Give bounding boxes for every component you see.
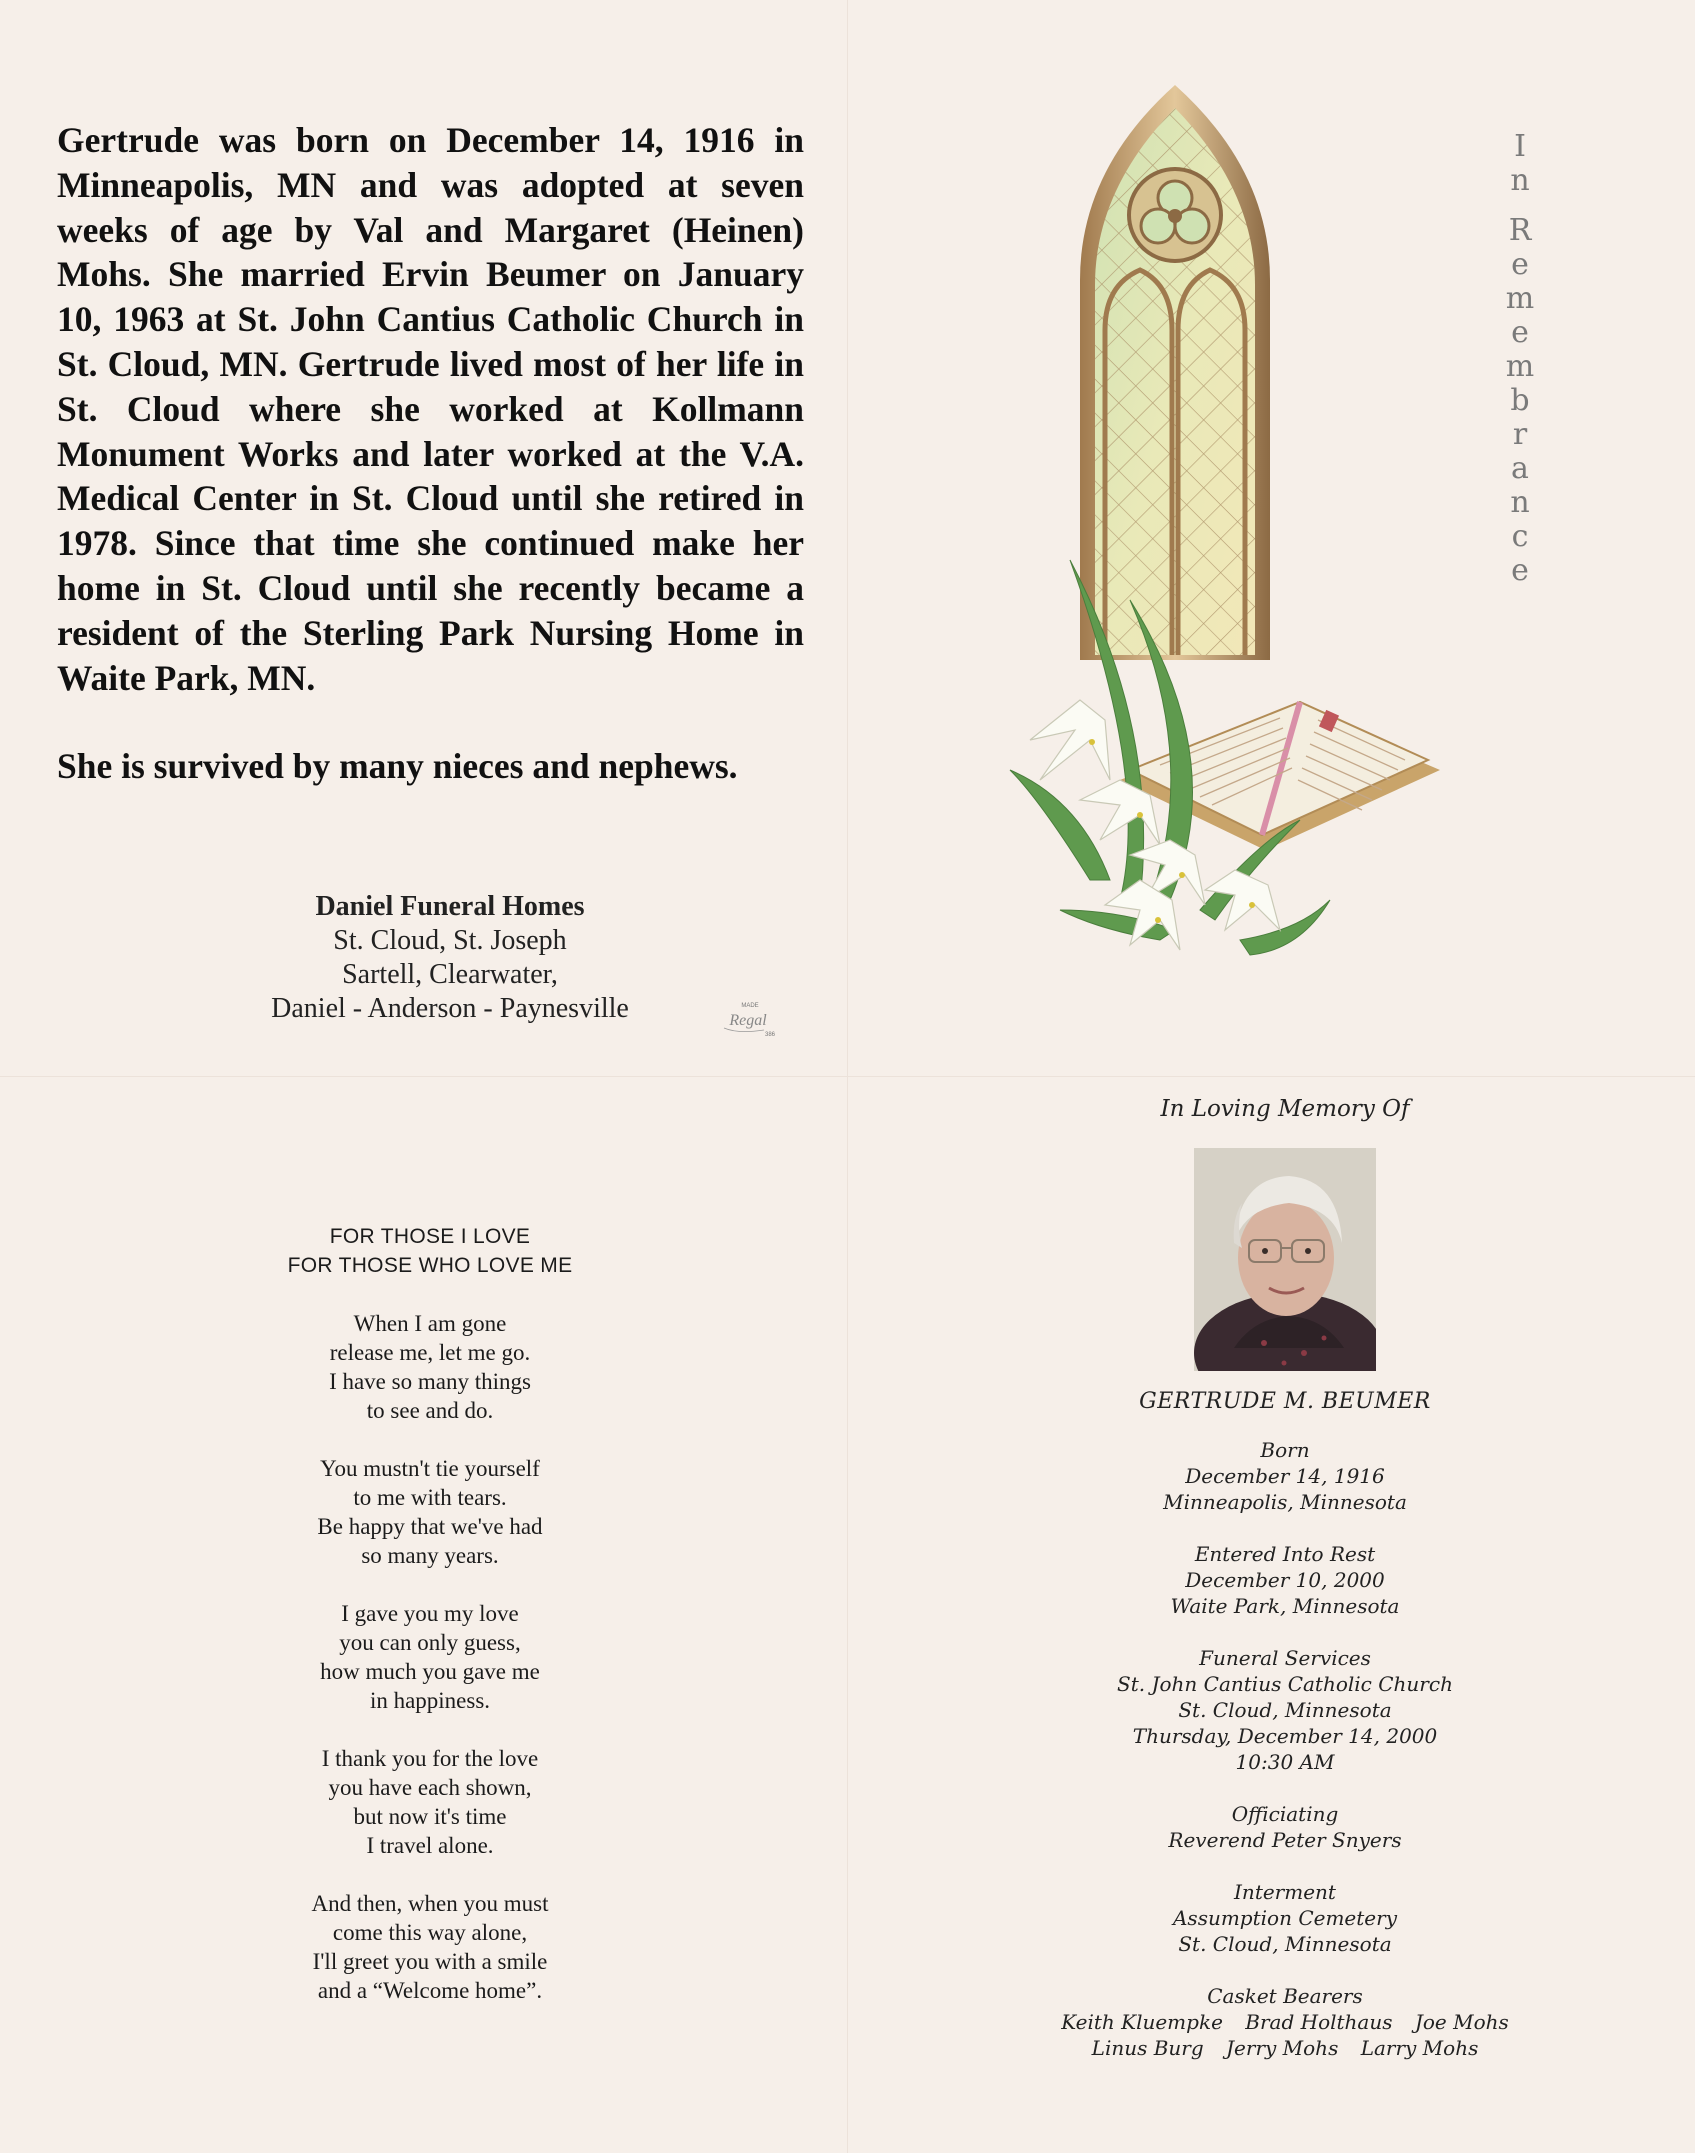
poem-line: but now it's time <box>353 1804 507 1829</box>
poem-title-line: FOR THOSE I LOVE <box>329 1225 531 1248</box>
church-window-illustration <box>1000 80 1470 980</box>
title-letter: e <box>1511 315 1529 350</box>
section-label: Born <box>1260 1438 1310 1462</box>
funeral-home-name: Daniel Funeral Homes <box>315 891 585 922</box>
title-letter: R <box>1508 213 1532 248</box>
poem-title <box>180 1222 680 1280</box>
section-line: Waite Park, Minnesota <box>1170 1594 1400 1618</box>
funeral-home-line: St. Cloud, St. Joseph <box>333 925 567 956</box>
poem-stanza <box>180 1599 680 1715</box>
interment-section <box>960 1879 1610 1957</box>
bearer-name: Larry Mohs <box>1360 2036 1479 2060</box>
section-line: Minneapolis, Minnesota <box>1163 1490 1407 1514</box>
poem-stanza <box>180 1454 680 1570</box>
section-line: December 14, 1916 <box>1185 1464 1385 1488</box>
horizontal-fold-line <box>0 1076 1695 1077</box>
officiating-section <box>960 1801 1610 1853</box>
section-line: December 10, 2000 <box>1185 1568 1385 1592</box>
section-label: Interment <box>1234 1880 1336 1904</box>
title-letter: I <box>1514 129 1526 164</box>
bearers-row <box>960 2009 1610 2035</box>
poem-stanza <box>180 1889 680 2005</box>
funeral-home-line: Sartell, Clearwater, <box>342 959 558 990</box>
section-line: St. Cloud, Minnesota <box>1178 1932 1392 1956</box>
section-line: Thursday, December 14, 2000 <box>1132 1724 1438 1748</box>
poem-line: I'll greet you with a smile <box>312 1949 548 1974</box>
funeral-home-line: Daniel - Anderson - Paynesville <box>271 993 629 1024</box>
poem-line: in happiness. <box>369 1688 491 1713</box>
title-letter: m <box>1505 281 1535 316</box>
poem-line: I travel alone. <box>366 1833 494 1858</box>
title-letter: a <box>1511 451 1529 486</box>
poem-line: how much you gave me <box>320 1659 540 1684</box>
section-label: Officiating <box>1231 1802 1339 1826</box>
svg-text:MADE: MADE <box>741 1003 759 1009</box>
poem-line: I thank you for the love <box>321 1746 539 1771</box>
poem-line: to me with tears. <box>353 1485 507 1510</box>
section-line: St. John Cantius Catholic Church <box>1117 1672 1453 1696</box>
entered-into-rest-section <box>960 1541 1610 1619</box>
poem-stanza <box>180 1744 680 1860</box>
title-letter: e <box>1511 247 1529 282</box>
obituary-text <box>57 118 804 789</box>
poem-line: release me, let me go. <box>329 1340 531 1365</box>
bearer-name: Linus Burg <box>1091 2036 1204 2060</box>
poem-line: I gave you my love <box>341 1601 519 1626</box>
regal-logo <box>718 998 780 1040</box>
svg-text:Regal: Regal <box>729 1012 767 1029</box>
bearer-name: Brad Holthaus <box>1245 2010 1393 2034</box>
title-letter: n <box>1510 485 1530 520</box>
section-label: Entered Into Rest <box>1194 1542 1376 1566</box>
section-line: Reverend Peter Snyers <box>1168 1828 1402 1852</box>
survivors-line: She is survived by many nieces and nephews. <box>57 746 738 787</box>
title-letter: e <box>1511 553 1529 588</box>
section-line: 10:30 AM <box>1235 1750 1335 1774</box>
memorial-heading: In Loving Memory Of <box>1160 1096 1410 1122</box>
section-label: Casket Bearers <box>1207 1984 1363 2008</box>
funeral-services-section <box>960 1645 1610 1775</box>
title-letter: m <box>1505 349 1535 384</box>
poem-line: When I am gone <box>353 1311 507 1336</box>
deceased-name: GERTRUDE M. BEUMER <box>1139 1389 1431 1414</box>
poem-line: You mustn't tie yourself <box>320 1456 540 1481</box>
portrait-photo <box>1194 1148 1376 1371</box>
section-line: Assumption Cemetery <box>1172 1906 1397 1930</box>
poem-title-line: FOR THOSE WHO LOVE ME <box>287 1254 573 1277</box>
title-letter: c <box>1511 519 1529 554</box>
poem-line: so many years. <box>361 1543 499 1568</box>
svg-text:386: 386 <box>764 1032 776 1038</box>
memorial-details <box>960 1093 1610 2061</box>
poem-line: I have so many things <box>329 1369 531 1394</box>
title-letter: r <box>1512 417 1528 452</box>
poem-line: come this way alone, <box>332 1920 528 1945</box>
born-section <box>960 1437 1610 1515</box>
obituary-paragraph: Gertrude was born on December 14, 1916 in Minneapolis, MN and was adopted at seven weeks of age by Val and Margaret (Heinen) Mohs. She married Ervin Beumer on January 10, 1963 at St. John Cantius Catholic Church in St. Cloud, MN. Gertrude lived most of her life in St. Cloud where she worked at Kollmann Monument Works and later worked at the V.A. Medical Center in St. Cloud until she retired in 1978. Since that time she continued make her home in St. Cloud until she recently became a resident of the Sterling Park Nursing Home in Waite Park, MN. <box>57 120 804 698</box>
casket-bearers-section <box>960 1983 1610 2061</box>
section-line: St. Cloud, Minnesota <box>1178 1698 1392 1722</box>
title-letter: n <box>1510 163 1530 198</box>
funeral-home-info <box>200 890 700 1026</box>
bearer-name: Keith Kluempke <box>1061 2010 1223 2034</box>
poem-stanza <box>180 1309 680 1425</box>
bearer-name: Jerry Mohs <box>1226 2036 1339 2060</box>
title-letter: b <box>1510 383 1530 418</box>
poem-line: And then, when you must <box>311 1891 549 1916</box>
bearers-row <box>960 2035 1610 2061</box>
section-label: Funeral Services <box>1199 1646 1371 1670</box>
poem-line: you have each shown, <box>328 1775 532 1800</box>
in-remembrance-vertical-title <box>1492 130 1548 690</box>
poem-line: to see and do. <box>366 1398 494 1423</box>
bearer-name: Joe Mohs <box>1414 2010 1509 2034</box>
poem-line: Be happy that we've had <box>317 1514 543 1539</box>
poem-line: and a “Welcome home”. <box>317 1978 543 2003</box>
poem <box>180 1222 680 2005</box>
poem-line: you can only guess, <box>339 1630 521 1655</box>
